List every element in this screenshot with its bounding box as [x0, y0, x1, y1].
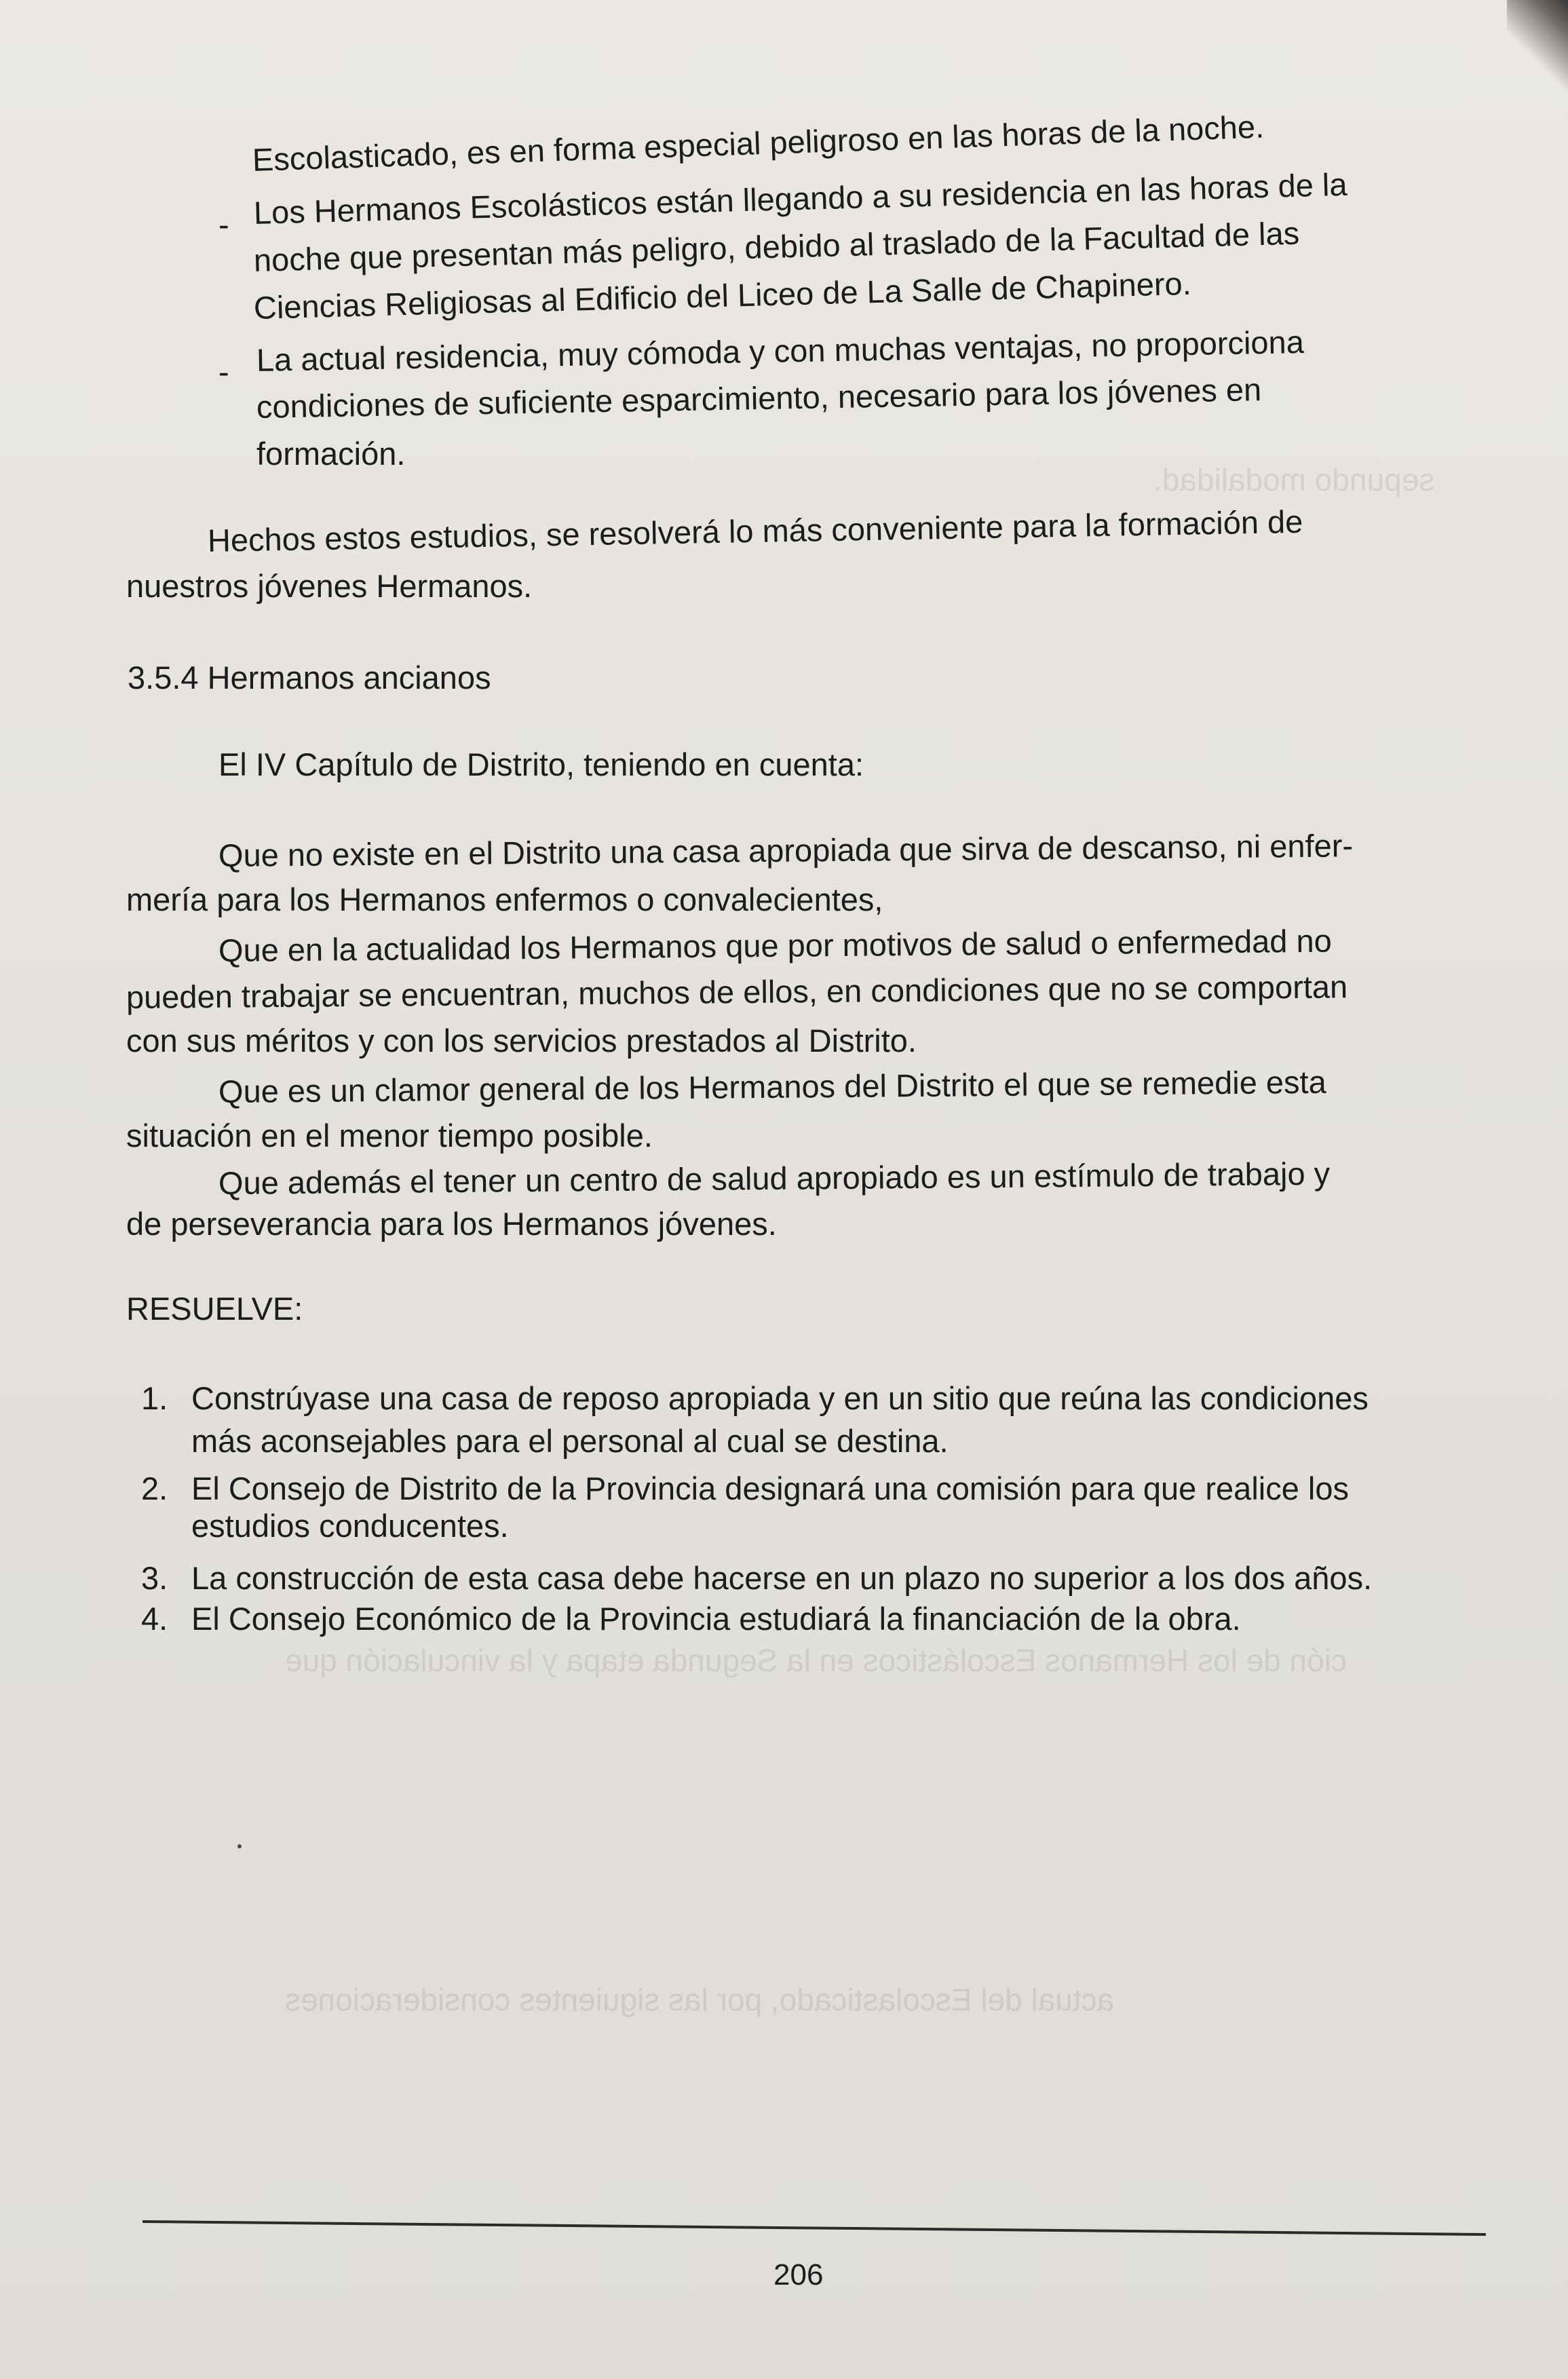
- list-number: 2.: [141, 1470, 168, 1506]
- text-line: El IV Capítulo de Distrito, teniendo en cuenta:: [218, 746, 864, 782]
- page-corner-shadow: [1507, 0, 1568, 95]
- text-line: La actual residencia, muy cómoda y con muchas ventajas, no proporciona: [256, 324, 1305, 378]
- text-line: noche que presentan más peligro, debido al traslado de la Facultad de las: [253, 214, 1300, 278]
- list-number: 4.: [141, 1601, 168, 1637]
- bleed-through-text: sepundo modalidad.: [1153, 462, 1435, 497]
- list-item-text: La construcción de esta casa debe hacerse en un plazo no superior a los dos años.: [191, 1560, 1373, 1596]
- text-line: pueden trabajar se encuentran, muchos de ellos, en condiciones que no se comportan: [126, 968, 1348, 1015]
- bullet-dash: -: [218, 354, 229, 389]
- footer-rule: [142, 2220, 1486, 2236]
- text-line: Ciencias Religiosas al Edificio del Liceo de La Salle de Chapinero.: [253, 265, 1192, 326]
- text-line: Que además el tener un centro de salud apropiado es un estímulo de trabajo y: [218, 1155, 1331, 1201]
- bullet-dash: -: [218, 206, 229, 242]
- page-number: 206: [773, 2258, 824, 2291]
- list-item-text: El Consejo Económico de la Provincia estudiará la financiación de la obra.: [191, 1601, 1241, 1637]
- list-number: 3.: [141, 1560, 168, 1596]
- text-line: de perseverancia para los Hermanos jóvenes.: [126, 1206, 777, 1242]
- list-item-text: El Consejo de Distrito de la Provincia designará una comisión para que realice los: [191, 1470, 1349, 1506]
- text-line: Que no existe en el Distrito una casa apropiada que sirva de descanso, ni enfer-: [218, 827, 1354, 873]
- text-line: condiciones de suficiente esparcimiento, necesario para los jóvenes en: [256, 371, 1262, 425]
- text-line: formación.: [256, 436, 406, 472]
- list-item-text: Constrúyase una casa de reposo apropiada y en un sitio que reúna las condiciones: [191, 1380, 1369, 1416]
- section-heading: 3.5.4 Hermanos ancianos: [128, 660, 491, 696]
- text-line: Los Hermanos Escolásticos están llegando a su residencia en las horas de la: [253, 166, 1348, 231]
- text-line: mería para los Hermanos enfermos o convalecientes,: [126, 881, 883, 917]
- text-line: nuestros jóvenes Hermanos.: [126, 568, 533, 604]
- resolution-heading: RESUELVE:: [126, 1291, 303, 1327]
- text-line: con sus méritos y con los servicios prestados al Distrito.: [126, 1023, 917, 1059]
- stray-mark: [237, 1844, 242, 1848]
- text-line: situación en el menor tiempo posible.: [126, 1118, 653, 1154]
- list-number: 1.: [141, 1380, 168, 1416]
- text-line: Hechos estos estudios, se resolverá lo más conveniente para la formación de: [207, 503, 1303, 558]
- text-line: Que en la actualidad los Hermanos que por motivos de salud o enfermedad no: [218, 922, 1332, 968]
- bleed-through-text: actual del Escolasticado, por las siguientes consideraciones: [285, 1982, 1115, 2017]
- bleed-through-text: ción de los Hermanos Escolásticos en la Segunda etapa y la vinculación que: [285, 1643, 1347, 1678]
- text-line: Escolasticado, es en forma especial peligroso en las horas de la noche.: [252, 108, 1265, 178]
- list-item-text: más aconsejables para el personal al cual se destina.: [191, 1423, 949, 1459]
- list-item-text: estudios conducentes.: [191, 1508, 509, 1544]
- text-line: Que es un clamor general de los Hermanos del Distrito el que se remedie esta: [218, 1063, 1326, 1109]
